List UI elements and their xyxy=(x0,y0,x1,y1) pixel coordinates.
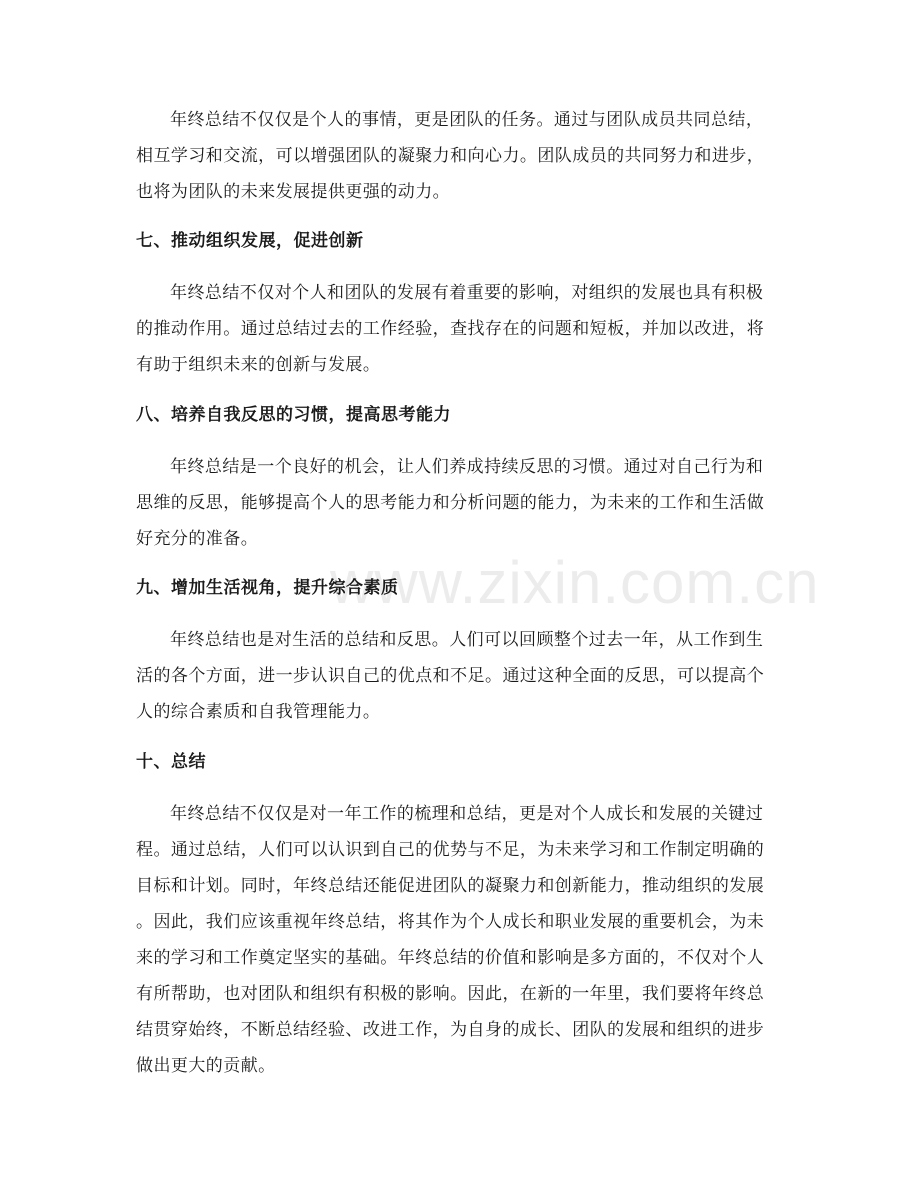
paragraph-line: 也将为团队的未来发展提供更强的动力。 xyxy=(136,182,451,202)
section-heading: 八、培养自我反思的习惯，提高思考能力 xyxy=(136,405,451,425)
section-heading: 十、总结 xyxy=(136,752,206,772)
paragraph-line: 相互学习和交流，可以增强团队的凝聚力和向心力。团队成员的共同努力和进步， xyxy=(136,146,765,166)
paragraph-line: 。因此，我们应该重视年终总结，将其作为个人成长和职业发展的重要机会，为未 xyxy=(136,912,765,932)
watermark: www.zixin.com.cn xyxy=(330,549,820,616)
section-heading: 九、增加生活视角，提升综合素质 xyxy=(136,578,399,598)
paragraph-line: 来的学习和工作奠定坚实的基础。年终总结的价值和影响是多方面的，不仅对个人 xyxy=(136,948,765,968)
paragraph-line: 目标和计划。同时，年终总结还能促进团队的凝聚力和创新能力，推动组织的发展 xyxy=(136,876,765,896)
paragraph-line: 年终总结也是对生活的总结和反思。人们可以回顾整个过去一年，从工作到生 xyxy=(170,630,764,650)
paragraph-line: 年终总结是一个良好的机会，让人们养成持续反思的习惯。通过对自己行为和 xyxy=(170,457,764,477)
section-heading: 七、推动组织发展，促进创新 xyxy=(136,231,364,251)
paragraph-line: 年终总结不仅仅是个人的事情，更是团队的任务。通过与团队成员共同总结， xyxy=(170,110,764,130)
paragraph-line: 年终总结不仅仅是对一年工作的梳理和总结，更是对个人成长和发展的关键过 xyxy=(170,804,764,824)
paragraph-line: 的推动作用。通过总结过去的工作经验，查找存在的问题和短板，并加以改进，将 xyxy=(136,319,765,339)
paragraph-line: 有助于组织未来的创新与发展。 xyxy=(136,355,381,375)
paragraph-line: 人的综合素质和自我管理能力。 xyxy=(136,702,381,722)
paragraph-line: 程。通过总结，人们可以认识到自己的优势与不足，为未来学习和工作制定明确的 xyxy=(136,840,765,860)
paragraph-line: 结贯穿始终，不断总结经验、改进工作，为自身的成长、团队的发展和组织的进步 xyxy=(136,1020,765,1040)
paragraph-line: 做出更大的贡献。 xyxy=(136,1056,276,1076)
paragraph-line: 有所帮助，也对团队和组织有积极的影响。因此，在新的一年里，我们要将年终总 xyxy=(136,984,765,1004)
paragraph-line: 思维的反思，能够提高个人的思考能力和分析问题的能力，为未来的工作和生活做 xyxy=(136,493,765,513)
paragraph-line: 好充分的准备。 xyxy=(136,529,259,549)
paragraph-line: 年终总结不仅对个人和团队的发展有着重要的影响，对组织的发展也具有积极 xyxy=(170,283,764,303)
paragraph-line: 活的各个方面，进一步认识自己的优点和不足。通过这种全面的反思，可以提高个 xyxy=(136,666,765,686)
